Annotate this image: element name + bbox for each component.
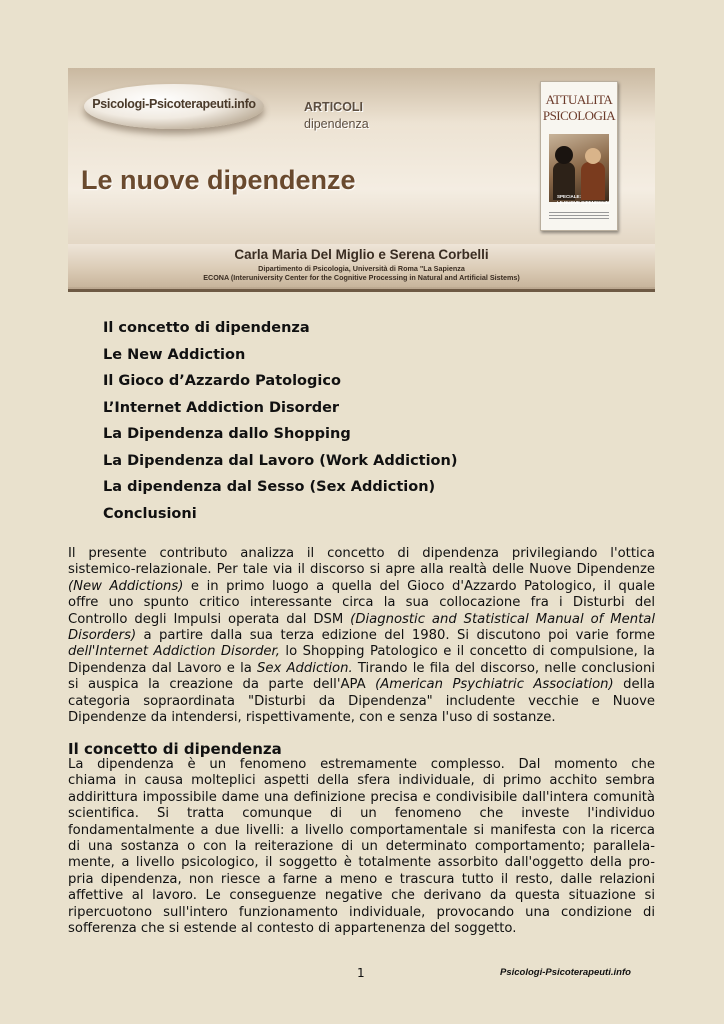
toc-item[interactable]: La dipendenza dal Sesso (Sex Addiction): [103, 479, 436, 495]
text-run: categoria sopraordinata "Disturbi da Dipendenza" includente vecchie e Nuove: [68, 693, 655, 709]
section-sublabel: dipendenza: [304, 117, 369, 131]
italic-term: Disorders): [68, 627, 137, 643]
section-line: affettive al lavoro. Le conseguenze negative che derivano da questa situazione si: [68, 888, 655, 904]
cover-footer-lines: [549, 210, 609, 222]
cover-painting: [549, 134, 609, 202]
site-logo-text: Psicologi-Psicoterapeuti.info: [92, 97, 256, 111]
header-banner: [68, 68, 655, 292]
text-run: e in primo luogo a quella del Gioco d'Azzardo Patologico, il quale: [183, 578, 655, 594]
abstract-line: [68, 677, 655, 693]
section-line: mente, a livello psicologico, il soggetto è totalmente assorbito dall'oggetto della pro-: [68, 855, 655, 871]
text-run: della: [613, 677, 655, 693]
abstract-line: [68, 644, 655, 660]
cover-title-line-2: PSICOLOGIA: [542, 108, 616, 123]
abstract-line: [68, 562, 655, 578]
section-heading: Il concetto di dipendenza: [68, 740, 282, 758]
cover-special-label: SPECIALE:: [557, 194, 582, 199]
text-run: Tirando le fila del discorso, nelle conclusioni: [352, 660, 655, 676]
section-label: ARTICOLI: [304, 100, 364, 114]
toc-item[interactable]: La Dipendenza dallo Shopping: [103, 426, 351, 442]
text-run: lo Shopping Patologico e il concetto di compulsione, la: [279, 644, 655, 660]
page-title: Le nuove dipendenze: [81, 165, 356, 195]
table-of-contents: [103, 318, 457, 530]
magazine-cover-image: [540, 81, 618, 231]
section-line: fondamentalmente a due livelli: a livello comportamentale si manifesta con la ricerca: [68, 822, 655, 838]
abstract-paragraph: [68, 546, 655, 726]
italic-term: dell'Internet Addiction Disorder,: [68, 644, 280, 660]
italic-term: (New Addictions): [68, 578, 184, 594]
toc-item[interactable]: Conclusioni: [103, 505, 197, 522]
cover-figure-right-body: [581, 162, 605, 200]
abstract-line: [68, 579, 655, 595]
affiliation-line-2: ECONA (Interuniversity Center for the Cognitive Processing in Natural and Artificial Sistems): [203, 273, 520, 282]
page-number: 1: [357, 966, 365, 980]
text-run: Controllo degli Impulsi operata dal DSM: [68, 611, 351, 627]
section-line: La dipendenza è un fenomeno estremamente complesso. Dal momento che: [68, 757, 655, 772]
toc-item[interactable]: Il concetto di dipendenza: [103, 320, 310, 336]
section-line: pria dipendenza, non riesce a farne a meno e trascura tutto il resto, dalle relazioni: [68, 871, 655, 887]
abstract-line: [68, 546, 655, 562]
text-run: Dipendenze da intendersi, rispettivamente, con e senza l'uso di sostanze.: [68, 709, 556, 725]
abstract-line: [68, 628, 655, 644]
text-run: offre uno spunto critico interessante circa la sua collocazione fra i Disturbi del: [68, 595, 655, 611]
abstract-line: [68, 595, 655, 611]
cover-title-line-1: ATTUALITA: [545, 92, 613, 107]
cover-figure-left-head: [555, 146, 573, 164]
cover-special-title: LE NUOVE DIPENDENZE: [557, 200, 611, 205]
site-logo[interactable]: [84, 84, 264, 129]
abstract-line: [68, 661, 655, 677]
abstract-line: [68, 710, 655, 726]
cover-figure-right-head: [585, 148, 601, 164]
text-run: sistemico-relazionale. Per tale via il discorso si apre alla realtà delle Nuove Dipendenze: [68, 562, 655, 578]
italic-term: (Diagnostic and Statistical Manual of Mental: [350, 611, 655, 627]
italic-term: Sex Addiction.: [257, 660, 353, 676]
text-run: Il presente contributo analizza il concetto di dipendenza privilegiando l'ottica: [68, 546, 655, 561]
toc-item[interactable]: La Dipendenza dal Lavoro (Work Addiction): [103, 452, 458, 469]
section-line: di una sostanza o con la reiterazione di un determinato comportamento; parallela-: [68, 838, 655, 854]
toc-item[interactable]: L’Internet Addiction Disorder: [103, 399, 340, 416]
abstract-line: [68, 694, 655, 710]
toc-item[interactable]: Il Gioco d’Azzardo Patologico: [103, 373, 341, 389]
text-run: si auspica la creazione da parte dell'APA: [68, 677, 376, 693]
abstract-line: [68, 612, 655, 628]
text-run: a partire dalla sua terza edizione del 1980. Si discutono poi varie forme: [136, 627, 655, 643]
section-line: addirittura impossibile dame una definizione precisa e condivisibile dall'intera comunità: [68, 789, 655, 805]
section-line: chiama in causa molteplici aspetti della sfera individuale, di primo acchito sembra: [68, 773, 655, 789]
footer-site-name: Psicologi-Psicoterapeuti.info: [500, 967, 631, 978]
section-line: scientifica. Si tratta comunque di un fenomeno che investe l'individuo: [68, 806, 655, 822]
authors: Carla Maria Del Miglio e Serena Corbelli: [234, 247, 489, 262]
section-line: ripercuotono sull'intero funzionamento individuale, provocando una condizione di: [68, 904, 655, 920]
section-line: sofferenza che si estende al contesto di appartenenza del soggetto.: [68, 920, 517, 936]
affiliation-line-1: Dipartimento di Psicologia, Università di Roma "La Sapienza: [258, 264, 465, 273]
text-run: Dipendenza dal Lavoro e la: [68, 660, 258, 676]
toc-item[interactable]: Le New Addiction: [103, 346, 246, 363]
italic-term: (American Psychiatric Association): [375, 677, 614, 693]
section-paragraph: [68, 757, 655, 937]
